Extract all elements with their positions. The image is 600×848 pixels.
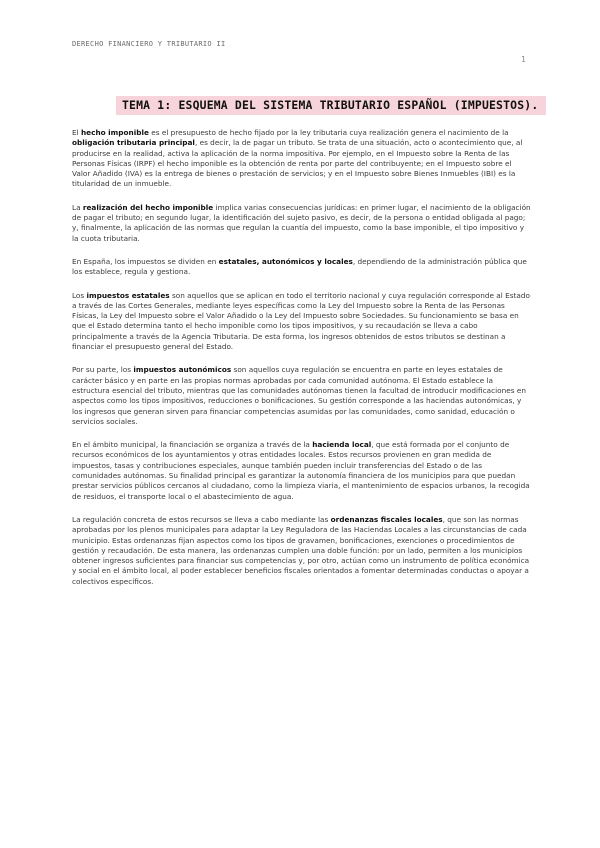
bold-term: ordenanzas fiscales locales xyxy=(330,514,443,524)
paragraph-hecho-imponible xyxy=(72,128,532,190)
paragraph-realizacion xyxy=(72,203,532,244)
bold-term: impuestos estatales xyxy=(86,290,170,300)
bold-term: realización del hecho imponible xyxy=(82,202,214,212)
paragraph-ordenanzas xyxy=(72,515,532,587)
text-run: La regulación concreta de estos recursos se lleva a cabo mediante las xyxy=(72,514,331,524)
text-run: es el presupuesto de hecho fijado por la ley tributaria cuya realización genera el nacimiento de la xyxy=(148,128,509,137)
text-run: La xyxy=(72,202,83,212)
text-run: son aquellos que se aplican en todo el territorio nacional y cuya regulación corresponde al Estado a través de las Cortes Generales, mediante leyes específicas como la Ley del Impuesto sobre la Renta de las Personas Físicas, la Ley del Impuesto sobre el Valor Añadido o la Ley del Impuesto sobre Sociedades. Su funcionamiento se basa en que el Estado determina tanto el hecho imponible como los tipos impositivos, y su recaudación se lleva a cabo principalmente a través de la Agencia Tributaria. De esta forma, los ingresos obtenidos de estos tributos se destinan a financiar el presupuesto general del Estado. xyxy=(72,290,530,352)
paragraph-autonomicos xyxy=(72,365,532,427)
bold-term: obligación tributaria principal xyxy=(72,138,195,148)
document-title: TEMA 1: ESQUEMA DEL SISTEMA TRIBUTARIO ESPAÑOL (IMPUESTOS). xyxy=(122,98,539,112)
bold-term: hecho imponible xyxy=(80,128,149,137)
text-run: , que son las normas aprobadas por los plenos municipales para adaptar la Ley Reguladora de las Haciendas Locales a las circunstancias de cada municipio. Estas ordenanzas fijan aspectos como los tipos de gravamen, bonificaciones, exenciones o procedimientos de gestión y recaudación. De esta manera, las ordenanzas cumplen una doble función: por un lado, permiten a los municipios obtener ingresos suficientes para financiar sus competencias y, por otro, actúan como un instrumento de política económica y social en el ámbito local, al poder establecer beneficios fiscales orientados a fomentar determinadas conductas o apoyar a colectivos específicos. xyxy=(72,514,530,586)
text-run: son aquellos cuya regulación se encuentra en parte en leyes estatales de carácter básico y en parte en las propias normas aprobadas por cada comunidad autónoma. El Estado establece la estructura esencial del tributo, mientras que las comunidades autónomas tienen la facultad de introducir modificaciones en aspectos como los tipos impositivos, reducciones o bonificaciones. Su gestión corresponde a las haciendas autonómicas, y los ingresos que generan sirven para financiar competencias asumidas por las comunidades, como sanidad, educación o servicios sociales. xyxy=(72,365,526,426)
paragraph-hacienda-local xyxy=(72,440,532,502)
title-highlight xyxy=(116,96,546,115)
text-run: Por su parte, los xyxy=(72,365,134,375)
text-run: En el ámbito municipal, la financiación se organiza a través de la xyxy=(72,440,313,450)
document-body xyxy=(72,128,532,600)
text-run: El xyxy=(72,128,81,137)
bold-term: impuestos autonómicos xyxy=(133,365,232,375)
paragraph-division xyxy=(72,257,532,278)
text-run: En España, los impuestos se dividen en xyxy=(72,256,219,266)
text-run: , es decir, la de pagar un tributo. Se trata de una situación, acto o acontecimiento que, al producirse en la realidad, activa la aplicación de la norma impositiva. Por ejemplo, en el Impuesto sobre la Renta de las Personas Físicas (IRPF) el hecho imponible es la obtención de renta por parte del contribuyente; en el Impuesto sobre el Valor Añadido (IVA) es la entrega de bienes o prestación de servicios; y en el Impuesto sobre Bienes Inmuebles (IBI) es la titularidad de un inmueble. xyxy=(72,138,523,189)
text-run: , dependiendo de la administración pública que los establece, regula y gestiona. xyxy=(72,256,527,277)
text-run: Los xyxy=(72,290,87,300)
bold-term: hacienda local xyxy=(312,440,372,450)
paragraph-estatales xyxy=(72,291,532,353)
bold-term: estatales, autonómicos y locales xyxy=(218,256,353,266)
page-number: 1 xyxy=(521,55,526,64)
running-header: DERECHO FINANCIERO Y TRIBUTARIO II xyxy=(72,40,226,48)
text-run: , que está formada por el conjunto de recursos económicos de los ayuntamientos y otras entidades locales. Estos recursos provienen en gran medida de impuestos, tasas y contribuciones especiales, aunque también pueden incluir transferencias del Estado o de las comunidades autónomas. Su finalidad principal es garantizar la autonomía financiera de los municipios para que puedan prestar servicios públicos cercanos al ciudadano, como la limpieza viaria, el mantenimiento de espacios urbanos, la recogida de residuos, el transporte local o el abastecimiento de agua. xyxy=(72,440,530,501)
text-run: implica varias consecuencias jurídicas: en primer lugar, el nacimiento de la obligación de pagar el tributo; en segundo lugar, la identificación del sujeto pasivo, es decir, de la persona o entidad obligada al pago; y, finalmente, la aplicación de las normas que regulan la cuantía del impuesto, como la base imponible, el tipo impositivo y la cuota tributaria. xyxy=(72,202,531,243)
